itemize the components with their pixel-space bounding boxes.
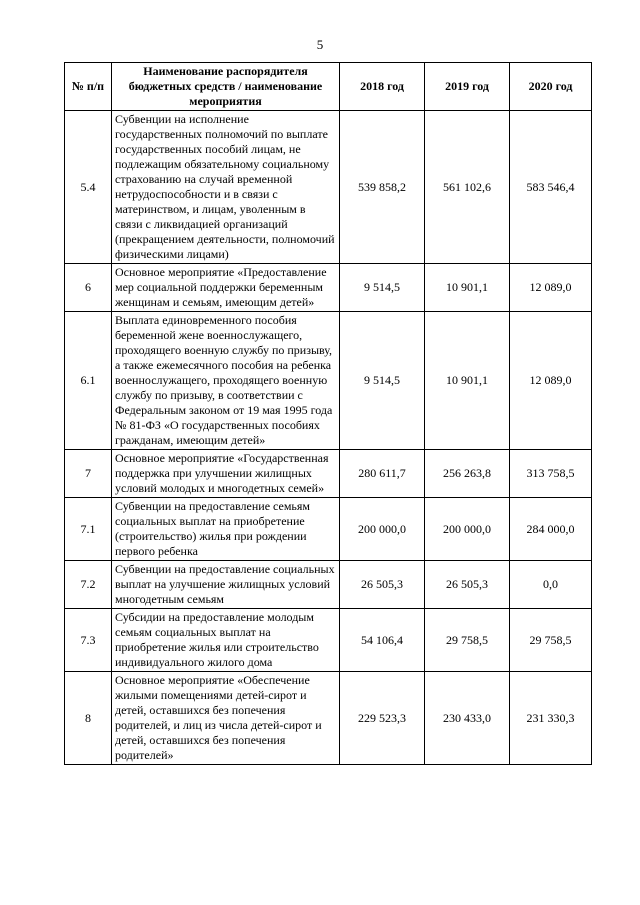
row-2018: 26 505,3 bbox=[340, 561, 425, 609]
row-2019: 230 433,0 bbox=[425, 672, 510, 765]
row-2018: 9 514,5 bbox=[340, 312, 425, 450]
row-2019: 29 758,5 bbox=[425, 609, 510, 672]
header-num: № п/п bbox=[65, 63, 112, 111]
row-2019: 200 000,0 bbox=[425, 498, 510, 561]
row-2020: 29 758,5 bbox=[510, 609, 592, 672]
header-2019: 2019 год bbox=[425, 63, 510, 111]
row-2019: 26 505,3 bbox=[425, 561, 510, 609]
header-2018: 2018 год bbox=[340, 63, 425, 111]
row-name: Субвенции на исполнение государственных полномочий по выплате государственных пособий лицам, не подлежащим обязательному социальному страхованию на случай временной нетрудоспособности и в связи с материнством, и лицам, уволенным в связи с ликвидацией организаций (прекращением деятельности, полномочий физическими лицами) bbox=[112, 111, 340, 264]
row-2019: 10 901,1 bbox=[425, 312, 510, 450]
table-row bbox=[65, 264, 592, 312]
table-row bbox=[65, 312, 592, 450]
table-row bbox=[65, 111, 592, 264]
row-2018: 280 611,7 bbox=[340, 450, 425, 498]
row-num: 7.1 bbox=[65, 498, 112, 561]
header-name: Наименование распорядителя бюджетных средств / наименование мероприятия bbox=[112, 63, 340, 111]
row-2018: 229 523,3 bbox=[340, 672, 425, 765]
row-2020: 313 758,5 bbox=[510, 450, 592, 498]
row-num: 6 bbox=[65, 264, 112, 312]
row-num: 6.1 bbox=[65, 312, 112, 450]
row-2018: 54 106,4 bbox=[340, 609, 425, 672]
row-2020: 12 089,0 bbox=[510, 264, 592, 312]
row-num: 7.2 bbox=[65, 561, 112, 609]
row-2020: 231 330,3 bbox=[510, 672, 592, 765]
row-num: 7 bbox=[65, 450, 112, 498]
table-row bbox=[65, 609, 592, 672]
header-2020: 2020 год bbox=[510, 63, 592, 111]
row-name: Субвенции на предоставление семьям социальных выплат на приобретение (строительство) жилья при рождении первого ребенка bbox=[112, 498, 340, 561]
row-num: 7.3 bbox=[65, 609, 112, 672]
row-num: 5.4 bbox=[65, 111, 112, 264]
row-2018: 539 858,2 bbox=[340, 111, 425, 264]
row-2019: 256 263,8 bbox=[425, 450, 510, 498]
header-row bbox=[65, 63, 592, 111]
row-name: Основное мероприятие «Обеспечение жилыми помещениями детей-сирот и детей, оставшихся без попечения родителей, и лиц из числа детей-сирот и детей, оставшихся без попечения родителей» bbox=[112, 672, 340, 765]
row-name: Основное мероприятие «Государственная поддержка при улучшении жилищных условий молодых и многодетных семей» bbox=[112, 450, 340, 498]
table-row bbox=[65, 672, 592, 765]
row-2020: 0,0 bbox=[510, 561, 592, 609]
row-2019: 561 102,6 bbox=[425, 111, 510, 264]
table-row bbox=[65, 450, 592, 498]
row-2020: 12 089,0 bbox=[510, 312, 592, 450]
table-header bbox=[65, 63, 592, 111]
row-name: Субвенции на предоставление социальных выплат на улучшение жилищных условий многодетным семьям bbox=[112, 561, 340, 609]
row-2018: 9 514,5 bbox=[340, 264, 425, 312]
row-2018: 200 000,0 bbox=[340, 498, 425, 561]
budget-table bbox=[64, 62, 592, 765]
row-name: Основное мероприятие «Предоставление мер социальной поддержки беременным женщинам и семьям, имеющим детей» bbox=[112, 264, 340, 312]
row-2020: 284 000,0 bbox=[510, 498, 592, 561]
table-row bbox=[65, 498, 592, 561]
row-2020: 583 546,4 bbox=[510, 111, 592, 264]
row-name: Выплата единовременного пособия беременной жене военнослужащего, проходящего военную службу по призыву, а также ежемесячного пособия на ребенка военнослужащего, проходящего военную службу по призыву, в соответствии с Федеральным законом от 19 мая 1995 года № 81-ФЗ «О государственных пособиях гражданам, имеющим детей» bbox=[112, 312, 340, 450]
row-name: Субсидии на предоставление молодым семьям социальных выплат на приобретение жилья или строительство индивидуального жилого дома bbox=[112, 609, 340, 672]
page-number: 5 bbox=[316, 37, 324, 52]
table-body bbox=[65, 111, 592, 765]
row-num: 8 bbox=[65, 672, 112, 765]
table-row bbox=[65, 561, 592, 609]
row-2019: 10 901,1 bbox=[425, 264, 510, 312]
